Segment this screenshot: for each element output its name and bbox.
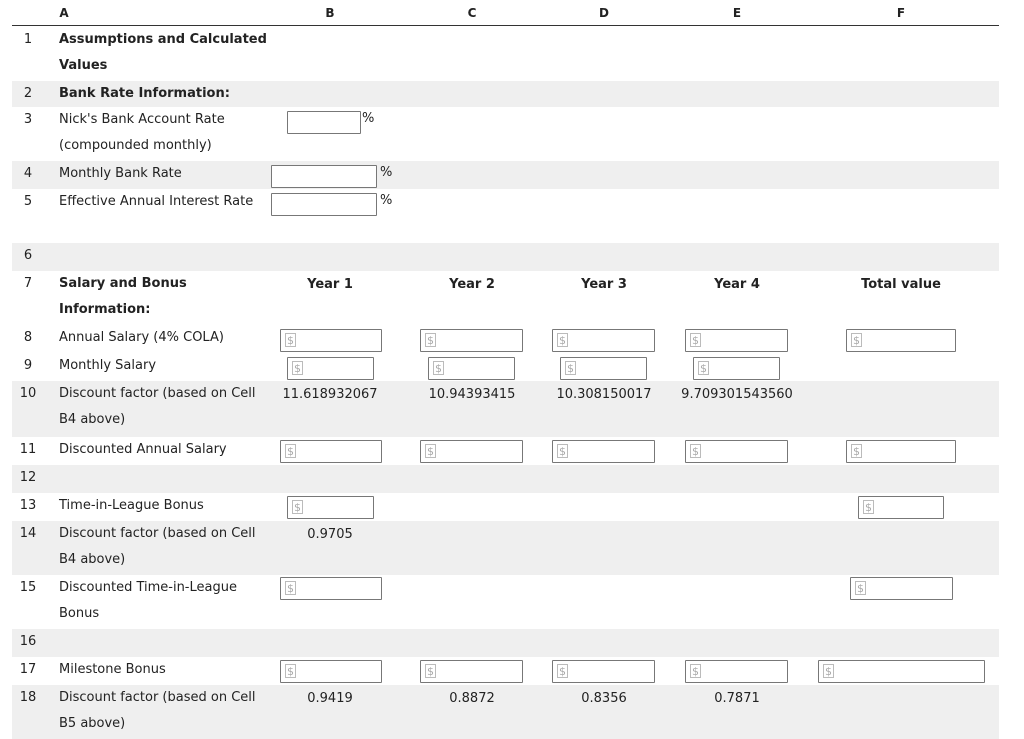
dollar-input[interactable] — [420, 329, 523, 352]
sheet-row-11 — [12, 437, 999, 465]
year-header: Year 1 — [307, 277, 353, 292]
row-number: 8 — [23, 330, 33, 345]
row-label: Monthly Bank Rate — [59, 166, 182, 181]
sheet-row-18 — [12, 685, 999, 739]
year-header: Year 2 — [449, 277, 495, 292]
column-header-e: E — [732, 6, 742, 20]
sheet-row-12 — [12, 465, 999, 493]
sheet-row-9 — [12, 353, 999, 381]
dollar-input[interactable] — [280, 329, 382, 352]
dollar-input[interactable] — [850, 577, 953, 600]
row-label: Salary and Bonus Information: — [59, 276, 187, 317]
dollar-sign-icon: $ — [427, 334, 434, 347]
sheet-row-1 — [12, 27, 999, 81]
row-number: 4 — [23, 166, 33, 181]
dollar-input[interactable] — [846, 440, 956, 463]
row-label: Discounted Annual Salary — [59, 442, 227, 457]
dollar-input[interactable] — [552, 329, 655, 352]
row-number: 16 — [19, 634, 37, 649]
dollar-sign-icon: $ — [294, 501, 301, 514]
sheet-row-15 — [12, 575, 999, 629]
dollar-input[interactable] — [287, 357, 374, 380]
row-number: 3 — [23, 112, 33, 127]
dollar-sign-icon: $ — [287, 665, 294, 678]
column-header-row — [0, 0, 1024, 26]
column-header-d: D — [599, 6, 609, 20]
dollar-input[interactable] — [560, 357, 647, 380]
dollar-sign-icon: $ — [287, 582, 294, 595]
row-number: 17 — [19, 662, 37, 677]
row-label: Bank Rate Information: — [59, 86, 230, 101]
discount-factor-value: 9.709301543560 — [681, 387, 793, 402]
row-label: Nick's Bank Account Rate (compounded monthly) — [59, 112, 225, 153]
dollar-sign-icon: $ — [692, 334, 699, 347]
sheet-row-4 — [12, 161, 999, 189]
discount-factor-value: 10.94393415 — [428, 387, 516, 402]
discount-factor-value: 11.618932067 — [282, 387, 378, 402]
row-number: 13 — [19, 498, 37, 513]
dollar-sign-icon: $ — [853, 334, 860, 347]
discount-factor-value: 0.9419 — [307, 691, 353, 706]
dollar-input[interactable] — [552, 440, 655, 463]
year-header: Year 4 — [714, 277, 760, 292]
row-label: Time-in-League Bonus — [59, 498, 204, 513]
row-label: Discount factor (based on Cell B4 above) — [59, 526, 256, 567]
dollar-sign-icon: $ — [559, 334, 566, 347]
sheet-row-13 — [12, 493, 999, 521]
dollar-input[interactable] — [280, 577, 382, 600]
row-number: 9 — [23, 358, 33, 373]
dollar-input[interactable] — [280, 440, 382, 463]
row-number: 12 — [19, 470, 37, 485]
row-number: 18 — [19, 690, 37, 705]
row-number: 6 — [23, 248, 33, 263]
dollar-sign-icon: $ — [559, 445, 566, 458]
dollar-sign-icon: $ — [700, 362, 707, 375]
column-header-a: A — [59, 6, 69, 20]
row-number: 10 — [19, 386, 37, 401]
sheet-row-7 — [12, 271, 999, 325]
column-header-c: C — [467, 6, 477, 20]
header-divider — [12, 25, 999, 26]
discount-factor-value: 0.9705 — [307, 527, 353, 542]
discount-factor-value: 0.7871 — [714, 691, 760, 706]
dollar-input[interactable] — [420, 660, 523, 683]
row-number: 14 — [19, 526, 37, 541]
row-label: Discounted Time-in-League Bonus — [59, 580, 237, 621]
dollar-sign-icon: $ — [692, 445, 699, 458]
percent-input[interactable] — [287, 111, 361, 134]
discount-factor-value: 10.308150017 — [556, 387, 652, 402]
dollar-sign-icon: $ — [287, 445, 294, 458]
dollar-input[interactable] — [685, 660, 788, 683]
sheet-row-2 — [12, 81, 999, 107]
percent-sign: % — [380, 193, 393, 208]
year-header: Total value — [861, 277, 941, 292]
percent-input[interactable] — [271, 193, 377, 216]
dollar-sign-icon: $ — [427, 665, 434, 678]
sheet-row-6 — [12, 243, 999, 271]
dollar-sign-icon: $ — [825, 665, 832, 678]
dollar-sign-icon: $ — [857, 582, 864, 595]
dollar-input[interactable] — [685, 440, 788, 463]
row-label: Effective Annual Interest Rate — [59, 194, 254, 209]
dollar-sign-icon: $ — [427, 445, 434, 458]
discount-factor-value: 0.8356 — [581, 691, 627, 706]
row-label: Discount factor (based on Cell B4 above) — [59, 386, 256, 427]
row-number: 2 — [23, 86, 33, 101]
dollar-sign-icon: $ — [692, 665, 699, 678]
dollar-input[interactable] — [552, 660, 655, 683]
sheet-row-14 — [12, 521, 999, 575]
dollar-input[interactable] — [420, 440, 523, 463]
dollar-sign-icon: $ — [294, 362, 301, 375]
row-number: 11 — [19, 442, 37, 457]
dollar-sign-icon: $ — [865, 501, 872, 514]
row-label: Assumptions and Calculated Values — [59, 32, 267, 73]
dollar-sign-icon: $ — [435, 362, 442, 375]
row-label: Monthly Salary — [59, 358, 157, 373]
sheet-row-3 — [12, 107, 999, 161]
row-label: Discount factor (based on Cell B5 above) — [59, 690, 256, 731]
dollar-input[interactable] — [693, 357, 780, 380]
sheet-row-10 — [12, 381, 999, 437]
dollar-input[interactable] — [280, 660, 382, 683]
row-label: Milestone Bonus — [59, 662, 166, 677]
dollar-sign-icon: $ — [559, 665, 566, 678]
dollar-input[interactable] — [858, 496, 944, 519]
year-header: Year 3 — [581, 277, 627, 292]
dollar-input[interactable] — [287, 496, 374, 519]
sheet-row-17 — [12, 657, 999, 685]
dollar-input[interactable] — [685, 329, 788, 352]
percent-input[interactable] — [271, 165, 377, 188]
percent-sign: % — [380, 165, 393, 180]
sheet-row-16 — [12, 629, 999, 657]
discount-factor-value: 0.8872 — [449, 691, 495, 706]
dollar-input[interactable] — [428, 357, 515, 380]
dollar-input[interactable] — [818, 660, 985, 683]
percent-sign: % — [362, 111, 375, 126]
row-number: 15 — [19, 580, 37, 595]
column-header-b: B — [325, 6, 335, 20]
dollar-sign-icon: $ — [853, 445, 860, 458]
row-number: 5 — [23, 194, 33, 209]
row-number: 1 — [23, 32, 33, 47]
row-label: Annual Salary (4% COLA) — [59, 330, 224, 345]
dollar-sign-icon: $ — [287, 334, 294, 347]
row-number: 7 — [23, 276, 33, 291]
dollar-input[interactable] — [846, 329, 956, 352]
sheet-row-8 — [12, 325, 999, 353]
column-header-f: F — [896, 6, 906, 20]
sheet-row-5 — [12, 189, 999, 243]
dollar-sign-icon: $ — [567, 362, 574, 375]
